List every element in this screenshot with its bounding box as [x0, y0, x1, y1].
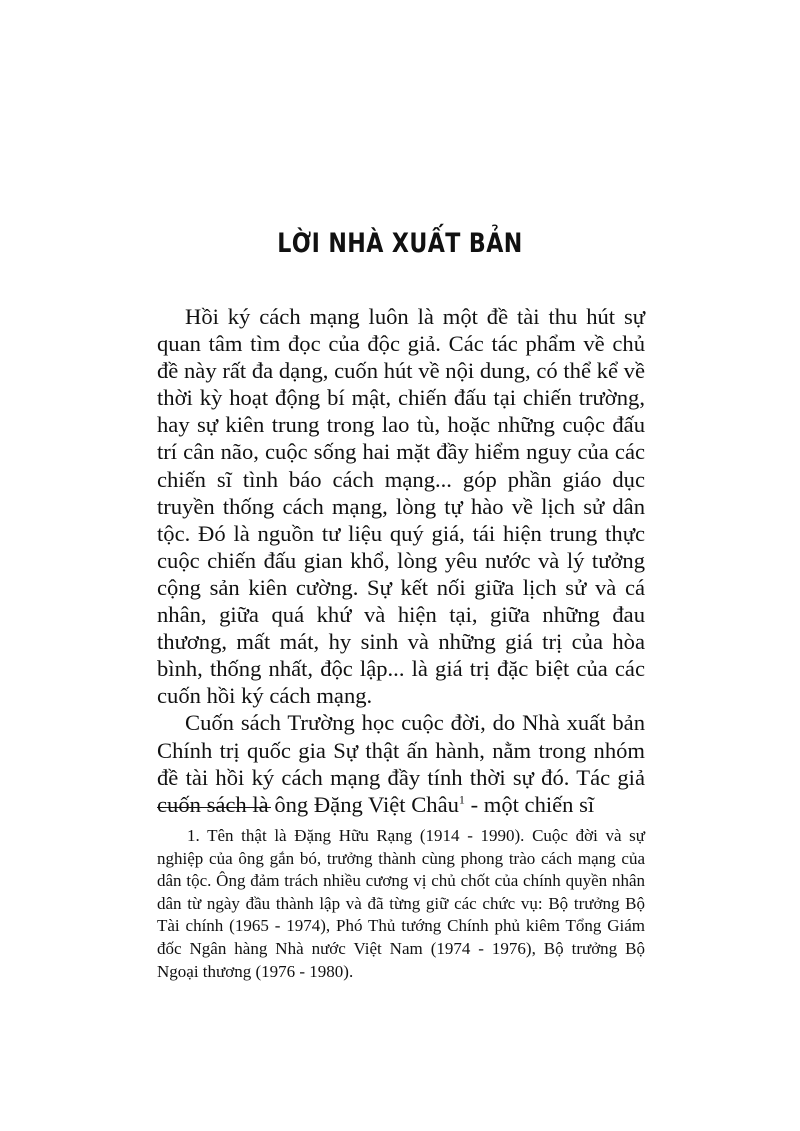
footnote-separator [157, 807, 271, 808]
body-text [157, 303, 645, 818]
page-title: LỜI NHÀ XUẤT BẢN [277, 228, 523, 259]
paragraph-2-text: Cuốn sách Trường học cuộc đời, do Nhà xuất bản Chính trị quốc gia Sự thật ấn hành, nằm trong nhóm đề tài hồi ký cách mạng đầy tính thời sự đó. Tác giả cuốn sách là ông Đặng Việt Châu [157, 710, 645, 817]
footnote-text: 1. Tên thật là Đặng Hữu Rạng (1914 - 1990). Cuộc đời và sự nghiệp của ông gắn bó, trưởng thành cùng phong trào cách mạng của dân tộc. Ông đảm trách nhiều cương vị chủ chốt của chính quyền nhân dân từ ngày đầu thành lập và đã từng giữ các chức vụ: Bộ trưởng Bộ Tài chính (1965 - 1974), Phó Thủ tướng Chính phủ kiêm Tổng Giám đốc Ngân hàng Nhà nước Việt Nam (1974 - 1976), Bộ trưởng Bộ Ngoại thương (1976 - 1980). [157, 826, 645, 981]
paragraph-2 [157, 709, 645, 817]
paragraph-1: Hồi ký cách mạng luôn là một đề tài thu hút sự quan tâm tìm đọc của độc giả. Các tác phẩm về chủ đề này rất đa dạng, cuốn hút về nội dung, có thể kể về thời kỳ hoạt động bí mật, chiến đấu tại chiến trường, hay sự kiên trung trong lao tù, hoặc những cuộc đấu trí cân não, cuộc sống hai mặt đầy hiểm nguy của các chiến sĩ tình báo cách mạng... góp phần giáo dục truyền thống cách mạng, lòng tự hào về lịch sử dân tộc. Đó là nguồn tư liệu quý giá, tái hiện trung thực cuộc chiến đấu gian khổ, lòng yêu nước và lý tưởng cộng sản kiên cường. Sự kết nối giữa lịch sử và cá nhân, giữa quá khứ và hiện tại, giữa những đau thương, mất mát, hy sinh và những giá trị của hòa bình, thống nhất, độc lập... là giá trị đặc biệt của các cuốn hồi ký cách mạng. [157, 304, 645, 709]
paragraph-2-tail: - một chiến sĩ [464, 791, 595, 817]
footnote-reference: 1 [458, 792, 465, 807]
footnote [157, 825, 645, 983]
